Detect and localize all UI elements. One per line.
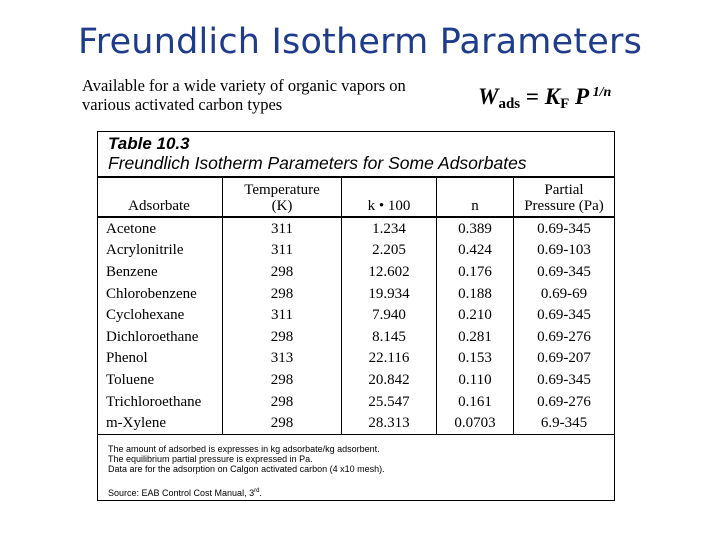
cell-adsorbate: Dichloroethane	[106, 328, 199, 345]
cell-n: 0.176	[437, 261, 514, 283]
cell-adsorbate: Cyclohexane	[106, 307, 185, 324]
cell-temperature: 298	[223, 369, 342, 391]
table-row	[98, 348, 614, 370]
table-caption	[108, 134, 527, 173]
table-row	[98, 304, 614, 326]
cell-adsorbate: Toluene	[106, 371, 155, 388]
cell-pressure: 0.69-276	[514, 326, 615, 348]
isotherm-table	[98, 176, 614, 435]
cell-n: 0.424	[437, 240, 514, 262]
formula-equals: =	[520, 84, 545, 109]
cell-k: 25.547	[342, 391, 437, 413]
cell-k: 2.205	[342, 240, 437, 262]
header-partial-pressure	[514, 177, 615, 217]
cell-k: 1.234	[342, 217, 437, 240]
slide-subtitle: Available for a wide variety of organic vapors on various activated carbon types	[82, 76, 406, 114]
cell-k: 12.602	[342, 261, 437, 283]
header-temperature-line2: (K)	[271, 198, 293, 214]
cell-adsorbate: Acrylonitrile	[106, 242, 184, 259]
cell-adsorbate: Acetone	[106, 220, 156, 237]
cell-n: 0.188	[437, 283, 514, 305]
table-row	[98, 283, 614, 305]
header-n: n	[437, 177, 514, 217]
table-number: Table 10.3	[108, 134, 190, 153]
table-notes	[108, 444, 385, 498]
note-line: The equilibrium partial pressure is expressed in Pa.	[108, 454, 313, 464]
cell-adsorbate: m-Xylene	[98, 412, 223, 435]
cell-n: 0.110	[437, 369, 514, 391]
table-source	[108, 486, 385, 498]
cell-pressure: 6.9-345	[514, 412, 615, 435]
formula-w: W	[478, 84, 499, 109]
cell-temperature: 311	[223, 240, 342, 262]
cell-temperature: 298	[223, 412, 342, 435]
source-superscript: rd	[254, 488, 260, 494]
cell-n: 0.0703	[437, 412, 514, 435]
cell-k: 19.934	[342, 283, 437, 305]
header-temperature-line1: Temperature	[244, 182, 320, 198]
cell-pressure: 0.69-345	[514, 217, 615, 240]
header-adsorbate: Adsorbate	[98, 177, 223, 217]
cell-pressure: 0.69-207	[514, 348, 615, 370]
cell-n: 0.281	[437, 326, 514, 348]
cell-adsorbate: Benzene	[106, 263, 158, 280]
header-pressure-line1: Partial	[544, 182, 584, 198]
cell-pressure: 0.69-276	[514, 391, 615, 413]
table-row	[98, 412, 614, 435]
cell-temperature: 311	[223, 217, 342, 240]
source-text: Source: EAB Control Cost Manual, 3	[108, 488, 255, 498]
cell-adsorbate: Phenol	[106, 350, 148, 367]
cell-adsorbate: Trichloroethane	[106, 393, 202, 410]
cell-temperature: 298	[223, 261, 342, 283]
table-name: Freundlich Isotherm Parameters for Some Adsorbates	[108, 153, 527, 173]
cell-pressure: 0.69-345	[514, 261, 615, 283]
cell-n: 0.153	[437, 348, 514, 370]
cell-pressure: 0.69-103	[514, 240, 615, 262]
table-row	[98, 391, 614, 413]
cell-k: 7.940	[342, 304, 437, 326]
table-row	[98, 240, 614, 262]
formula-exponent: 1/n	[589, 85, 612, 100]
source-end: .	[259, 488, 262, 498]
table-row	[98, 217, 614, 240]
cell-temperature: 313	[223, 348, 342, 370]
formula-k: K	[544, 84, 561, 109]
cell-k: 22.116	[342, 348, 437, 370]
cell-pressure: 0.69-345	[514, 369, 615, 391]
cell-n: 0.210	[437, 304, 514, 326]
formula-k-subscript: F	[560, 96, 570, 112]
cell-k: 20.842	[342, 369, 437, 391]
table-row	[98, 369, 614, 391]
formula-p: P	[569, 84, 590, 109]
freundlich-formula	[478, 84, 611, 113]
cell-pressure: 0.69-69	[514, 283, 615, 305]
note-line: Data are for the adsorption on Calgon activated carbon (4 x10 mesh).	[108, 464, 385, 474]
cell-temperature: 298	[223, 283, 342, 305]
header-k: k • 100	[342, 177, 437, 217]
cell-pressure: 0.69-345	[514, 304, 615, 326]
cell-n: 0.161	[437, 391, 514, 413]
table-image	[97, 131, 615, 501]
header-pressure-line2: Pressure (Pa)	[524, 198, 604, 214]
table-row	[98, 261, 614, 283]
header-temperature	[223, 177, 342, 217]
cell-temperature: 298	[223, 326, 342, 348]
slide-title: Freundlich Isotherm Parameters	[77, 22, 643, 62]
note-line: The amount of adsorbed is expresses in kg adsorbate/kg adsorbent.	[108, 444, 380, 454]
cell-k: 8.145	[342, 326, 437, 348]
formula-w-subscript: ads	[498, 96, 521, 112]
cell-k: 28.313	[342, 412, 437, 435]
cell-n: 0.389	[437, 217, 514, 240]
cell-temperature: 311	[223, 304, 342, 326]
table-row	[98, 326, 614, 348]
table-header-row	[98, 177, 614, 217]
cell-temperature: 298	[223, 391, 342, 413]
cell-adsorbate: Chlorobenzene	[106, 285, 197, 302]
